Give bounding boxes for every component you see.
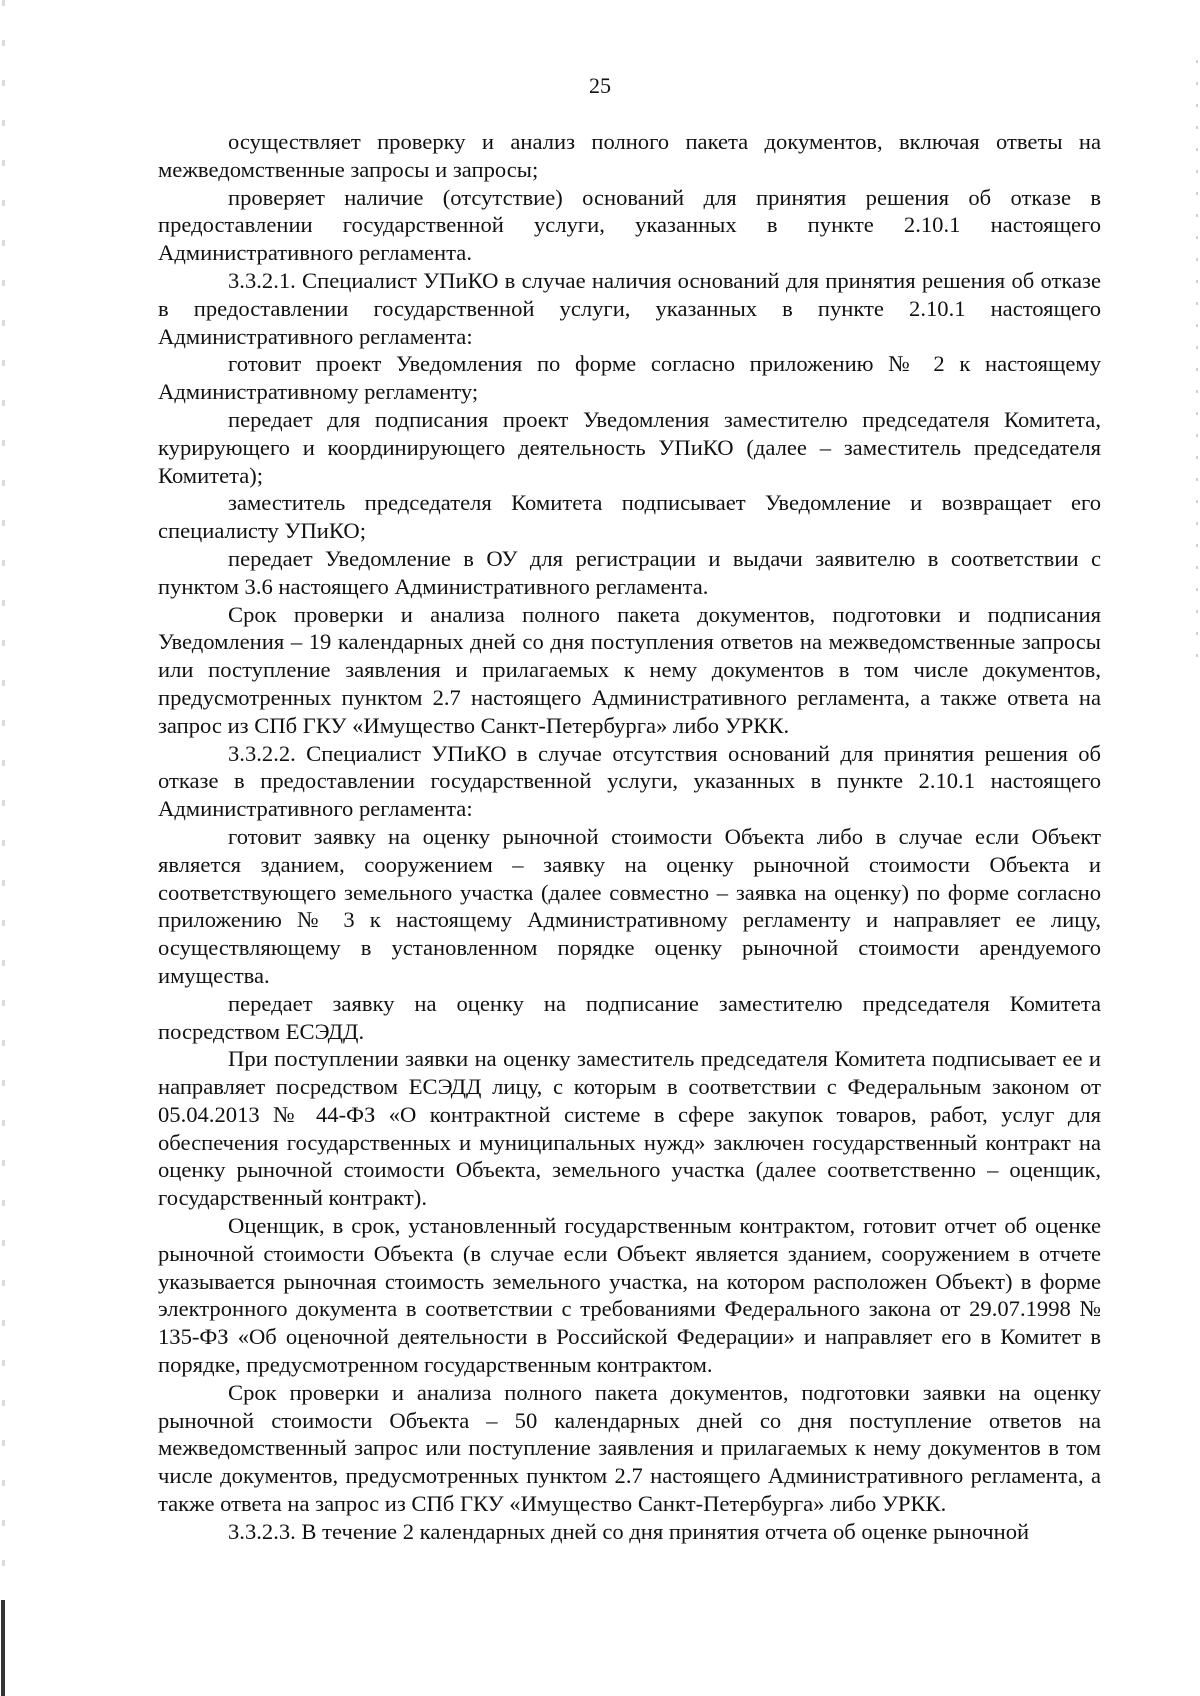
paragraph: осуществляет проверку и анализ полного пакета документов, включая ответы на межведомственные запросы и запросы; [158, 129, 1101, 182]
paragraph: 3.3.2.3. В течение 2 календарных дней со дня принятия отчета об оценке рыночной [228, 1518, 1030, 1544]
paragraph: передает заявку на оценку на подписание заместителю председателя Комитета посредством ЕСЭДД. [158, 990, 1101, 1044]
paragraph: готовит проект Уведомления по форме согласно приложению № 2 к настоящему Административному регламенту; [158, 351, 1101, 405]
scan-edge-artifact [2, 0, 5, 1696]
paragraph: готовит заявку на оценку рыночной стоимости Объекта либо в случае если Объект является зданием, сооружением – заявку на оценку рыночной стоимости Объекта и соответствующего земельного участка (далее совместно – заявка на оценку) по форме согласно приложению № 3 к настоящему Административному регламенту и направляет ее лицу, осуществляющему в установленном порядке оценку рыночной стоимости арендуемого имущества. [158, 823, 1101, 988]
paragraph: Оценщик, в срок, установленный государственным контрактом, готовит отчет об оценке рыночной стоимости Объекта (в случае если Объект является зданием, сооружением в отчете указывается рыночная стоимость земельного участка, на котором расположен Объект) в форме электронного документа в соответствии с требованиями Федерального закона от 29.07.1998 № 135-ФЗ «Об оценочной деятельности в Российской Федерации» и направляет его в Комитет в порядке, предусмотренном государственным контрактом. [158, 1213, 1101, 1378]
paragraph: Срок проверки и анализа полного пакета документов, подготовки и подписания Уведомления – 19 календарных дней со дня поступления ответов на межведомственные запросы или поступление заявления и прилагаемых к нему документов в том числе документов, предусмотренных пунктом 2.7 настоящего Административного регламента, а также ответа на запрос из СПб ГКУ «Имущество Санкт-Петербурга» либо УРКК. [158, 601, 1101, 738]
paragraph: При поступлении заявки на оценку заместитель председателя Комитета подписывает ее и направляет посредством ЕСЭДД лицу, с которым в соответствии с Федеральным законом от 05.04.2013 № 44-ФЗ «О контрактной системе в сфере закупок товаров, работ, услуг для обеспечения государственных и муниципальных нужд» заключен государственный контракт на оценку рыночной стоимости Объекта, земельного участка (далее соответственно – оценщик, государственный контракт). [158, 1046, 1101, 1211]
paragraph: 3.3.2.1. Специалист УПиКО в случае наличия оснований для принятия решения об отказе в предоставлении государственной услуги, указанных в пункте 2.10.1 настоящего Административного регламента: [158, 267, 1101, 349]
scan-edge-artifact [1, 1600, 5, 1696]
scan-edge-artifact [1196, 60, 1198, 660]
paragraph: заместитель председателя Комитета подписывает Уведомление и возвращает его специалисту УПиКО; [158, 490, 1101, 544]
page-number: 25 [589, 73, 611, 98]
paragraph: Срок проверки и анализа полного пакета документов, подготовки заявки на оценку рыночной стоимости Объекта – 50 календарных дней со дня поступление ответов на межведомственный запрос или поступление заявления и прилагаемых к нему документов в том числе документов, предусмотренных пунктом 2.7 настоящего Административного регламента, а также ответа на запрос из СПб ГКУ «Имущество Санкт-Петербурга» либо УРКК. [158, 1379, 1101, 1517]
paragraph: проверяет наличие (отсутствие) оснований для принятия решения об отказе в предоставлении государственной услуги, указанных в пункте 2.10.1 настоящего Административного регламента. [158, 184, 1101, 266]
paragraph: передает для подписания проект Уведомления заместителю председателя Комитета, курирующего и координирующего деятельность УПиКО (далее – заместитель председателя Комитета); [158, 406, 1101, 488]
paragraph: 3.3.2.2. Специалист УПиКО в случае отсутствия оснований для принятия решения об отказе в предоставлении государственной услуги, указанных в пункте 2.10.1 настоящего Административного регламента: [158, 740, 1101, 822]
paragraph: передает Уведомление в ОУ для регистрации и выдачи заявителю в соответствии с пунктом 3.6 настоящего Административного регламента. [158, 545, 1101, 599]
document-body [158, 128, 1101, 1546]
